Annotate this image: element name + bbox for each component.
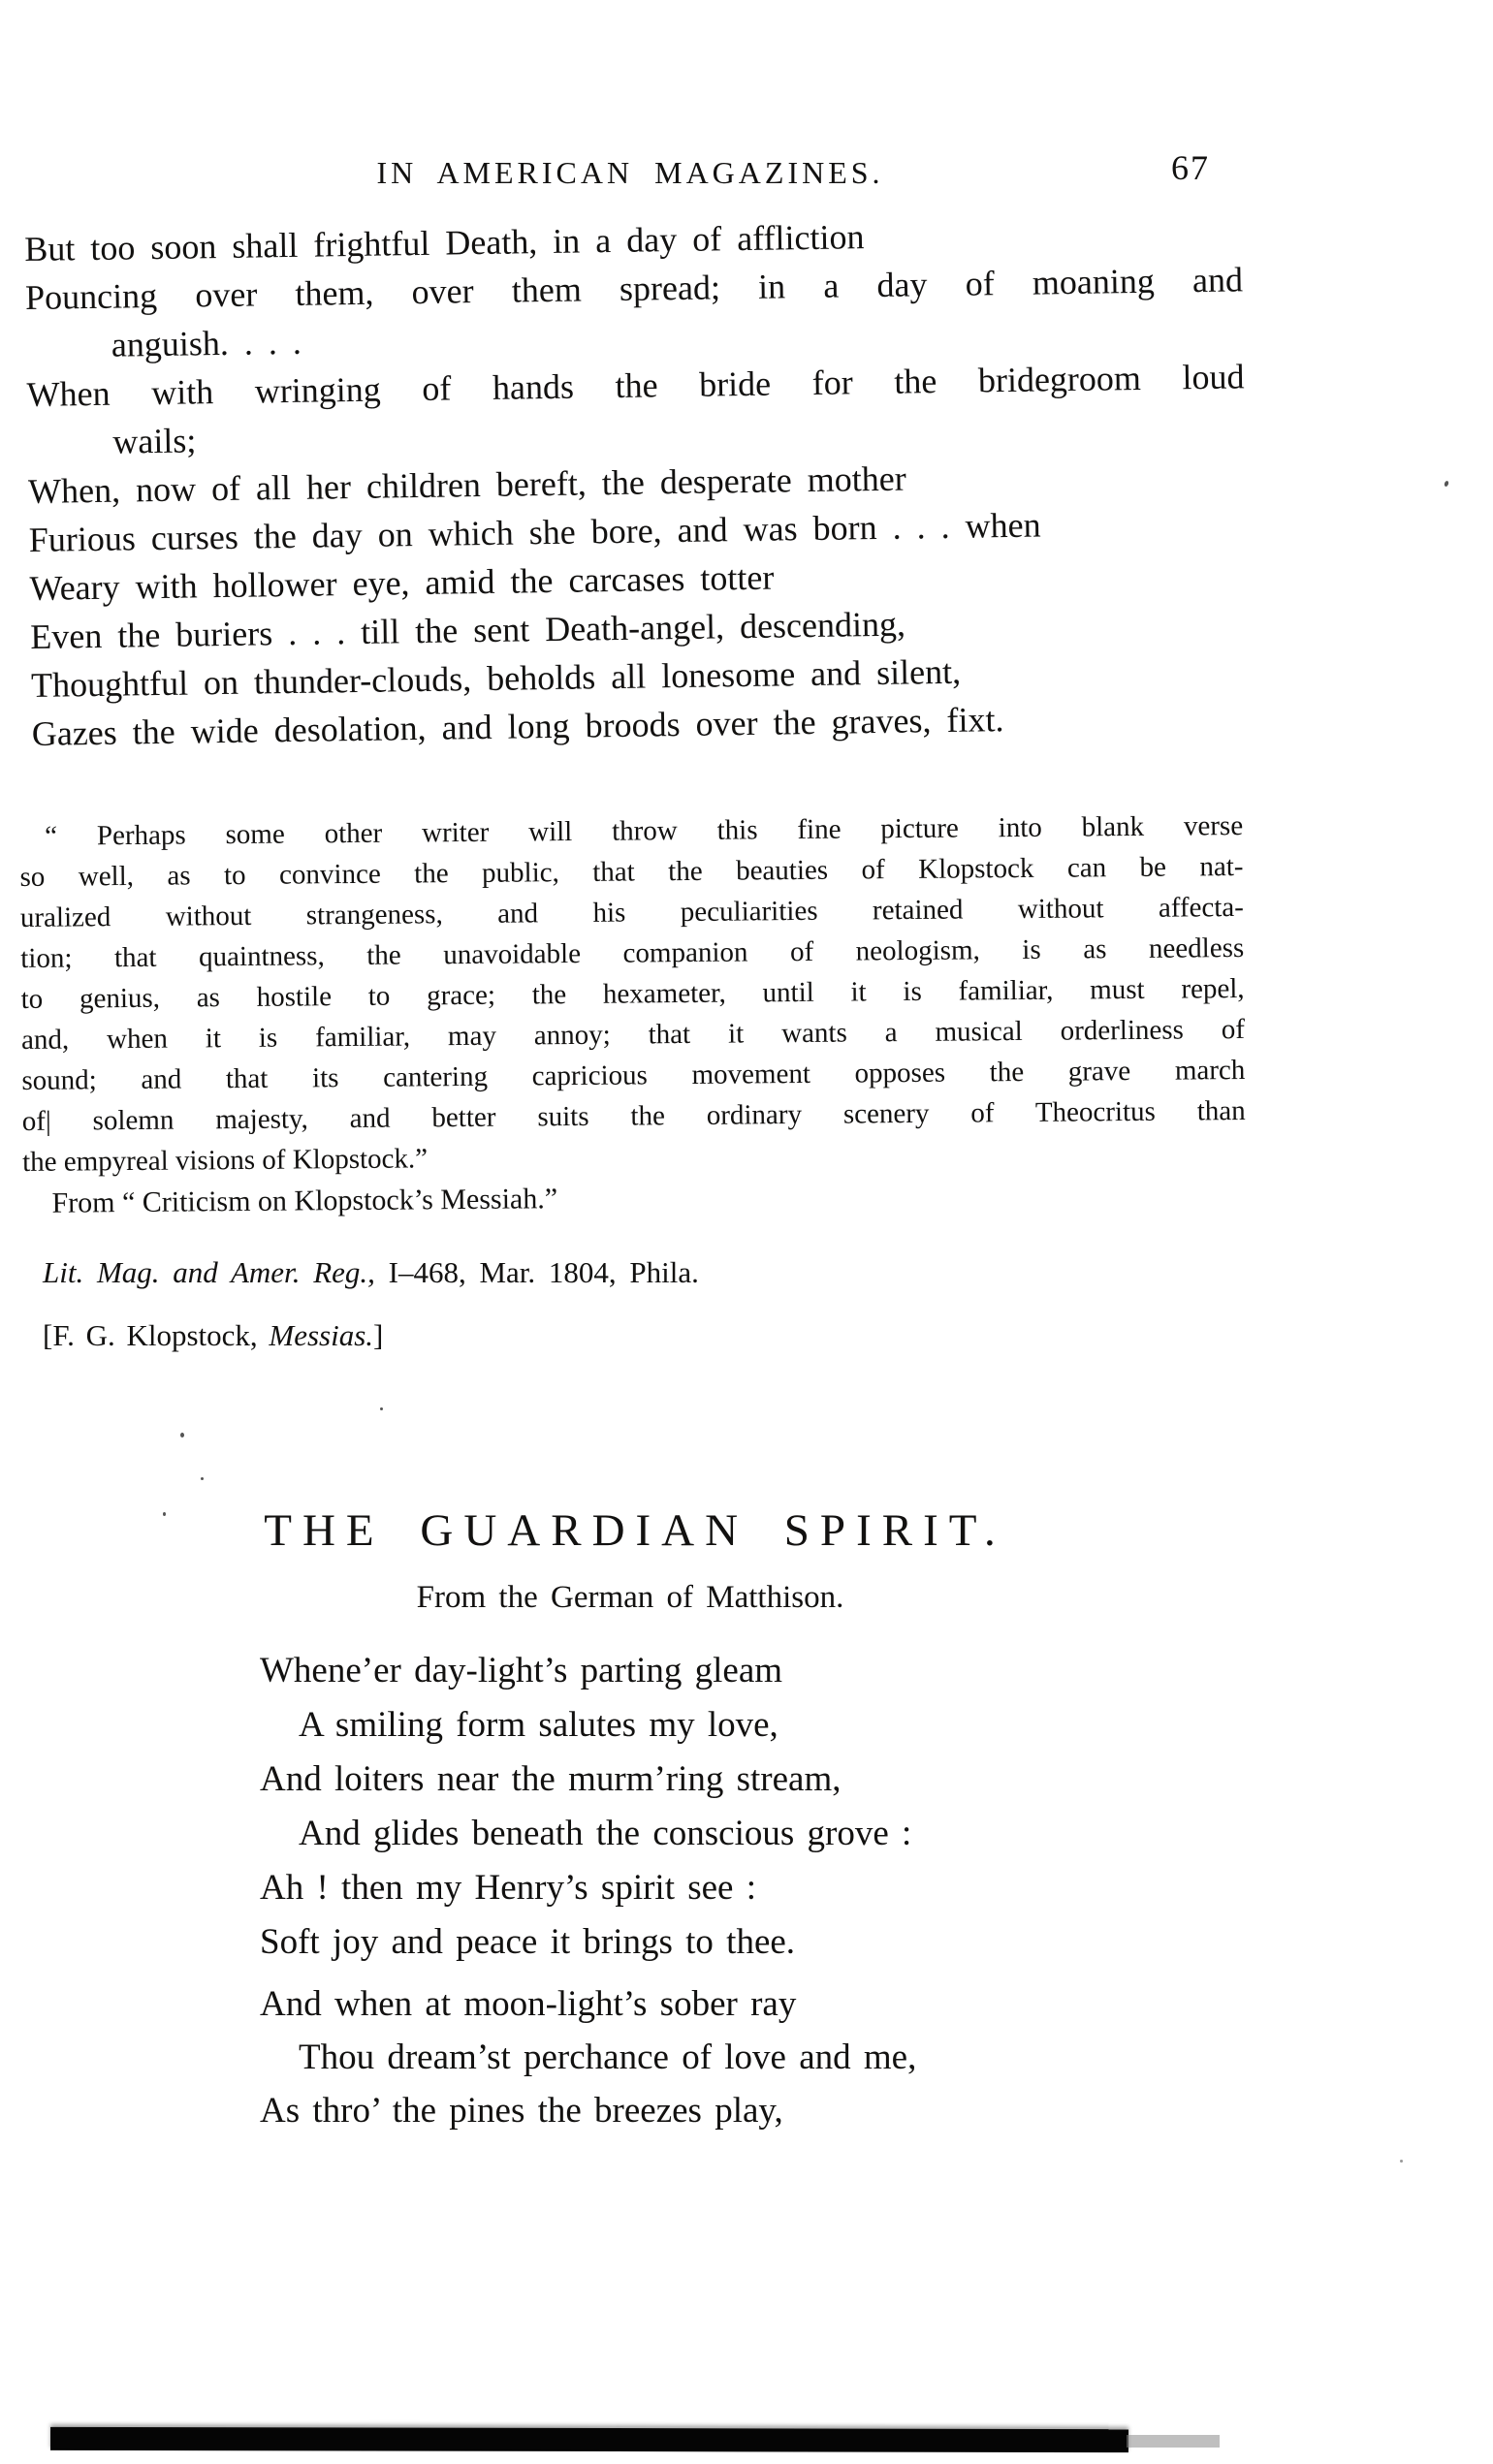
verse-line: anguish. . . . (111, 322, 302, 364)
scan-edge-artifact-tail (1127, 2435, 1220, 2448)
poem-line: And when at moon-light’s sober ray (260, 1984, 797, 2024)
quote-source-line: From “ Criticism on Klopstock’s Messiah.” (51, 1183, 558, 1219)
quote-line: “ Perhaps some other writer will throw this fine picture into blank verse (45, 809, 1244, 852)
verse-line: When, now of all her children bereft, the desperate mother (27, 458, 906, 511)
poem-stanza-1 (260, 1644, 911, 1970)
page-number: 67 (1171, 148, 1210, 187)
poem-subtitle: From the German of Matthison. (416, 1580, 844, 1615)
citation-detail: I–468, Mar. 1804, Phila. (374, 1255, 699, 1289)
verse-line: Even the buriers . . . till the sent Death-angel, descending, (30, 604, 906, 656)
quote-line: and, when it is familiar, may annoy; that it wants a musical orderliness of (20, 1013, 1246, 1056)
verse-line: Pouncing over them, over them spread; in a day of moaning and (24, 260, 1244, 317)
verse-line: Furious curses the day on which she bore, and was born . . . when (28, 505, 1041, 559)
scan-speckle (180, 1433, 184, 1437)
poem-line: A smiling form salutes my love, (299, 1705, 778, 1745)
attribution-open: [F. G. Klopstock, (43, 1318, 270, 1352)
poem-line: As thro’ the pines the breezes play, (260, 2091, 783, 2131)
attribution-close: ] (373, 1318, 384, 1352)
scan-speckle (1400, 2160, 1403, 2163)
quote-line: to genius, as hostile to grace; the hexameter, until it is familiar, must repel, (20, 972, 1245, 1015)
magazine-citation (43, 1255, 699, 1290)
poem-line: Thou dream’st perchance of love and me, (299, 2038, 917, 2077)
quote-line: tion; that quaintness, the unavoidable companion of neologism, is as needless (20, 932, 1245, 974)
poem-line: Whene’er day-light’s parting gleam (260, 1651, 783, 1690)
verse-line: wails; (112, 421, 197, 461)
verse-line: But too soon shall frightful Death, in a day of affliction (24, 217, 865, 269)
quote-line: of| solemn majesty, and better suits the ordinary scenery of Theocritus than (21, 1094, 1246, 1137)
critical-quotation (19, 806, 1247, 1224)
scan-speckle (380, 1407, 383, 1410)
poem-title: THE GUARDIAN SPIRIT. (264, 1505, 1006, 1556)
citation-journal: Lit. Mag. and Amer. Reg., (43, 1255, 375, 1289)
attribution-work: Messias. (269, 1318, 374, 1352)
verse-line: When with wringing of hands the bride for the bridegroom loud (26, 357, 1245, 414)
scan-speckle (163, 1512, 166, 1516)
scan-edge-artifact (50, 2427, 1128, 2452)
scan-speckle (1444, 480, 1449, 487)
poem-line: Soft joy and peace it brings to thee. (260, 1922, 796, 1962)
poem-line: Ah ! then my Henry’s spirit see : (260, 1868, 756, 1908)
verse-line: Gazes the wide desolation, and long broods over the graves, fixt. (31, 700, 1004, 753)
hexameter-verse (24, 206, 1250, 758)
quote-line: the empyreal visions of Klopstock.” (21, 1143, 429, 1178)
quote-line: uralized without strangeness, and his peculiarities retained without affecta- (19, 891, 1245, 933)
verse-line: Thoughtful on thunder-clouds, beholds all lonesome and silent, (30, 651, 962, 705)
scan-speckle (201, 1477, 204, 1480)
quote-line: so well, as to convince the public, that the beauties of Klopstock can be nat- (19, 850, 1244, 893)
quote-line: sound; and that its cantering capricious movement opposes the grave march (21, 1054, 1246, 1096)
poem-stanza-2 (260, 1977, 916, 2137)
verse-line: Weary with hollower eye, amid the carcases totter (29, 557, 775, 608)
author-attribution (43, 1318, 383, 1353)
poem-line: And glides beneath the conscious grove : (299, 1814, 912, 1853)
poem-line: And loiters near the murm’ring stream, (260, 1759, 842, 1799)
running-header: IN AMERICAN MAGAZINES. (376, 155, 884, 190)
